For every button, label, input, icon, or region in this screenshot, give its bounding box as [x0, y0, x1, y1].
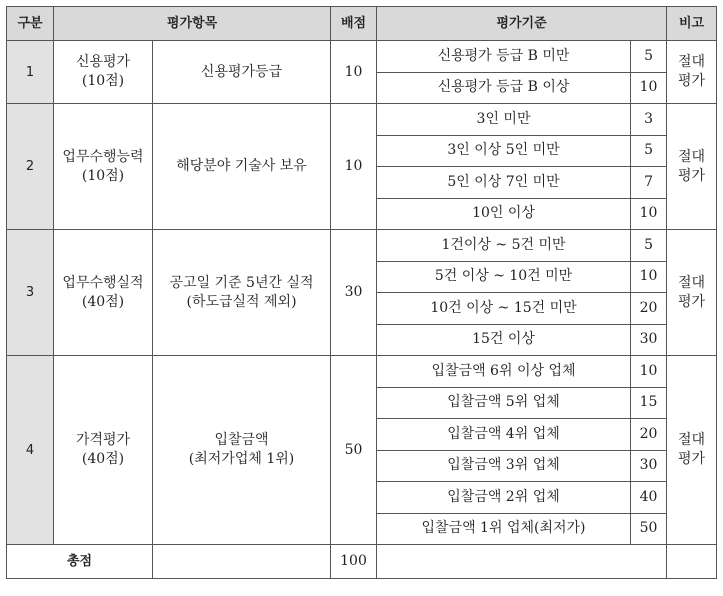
- item-detail-line: 신용평가등급: [200, 63, 283, 80]
- criterion-label: 입찰금액 3위 업체: [377, 450, 631, 482]
- item-title: 업무수행실적: [62, 274, 144, 291]
- item-detail: [153, 356, 331, 545]
- criterion-score: 20: [631, 293, 667, 325]
- criterion-label: 1건이상 ~ 5건 미만: [377, 230, 631, 262]
- item-detail: [153, 104, 331, 230]
- header-item: 평가항목: [54, 7, 331, 41]
- category-number: 4: [7, 356, 54, 545]
- item-weight: (10점): [81, 167, 125, 184]
- header-criteria: 평가기준: [377, 7, 667, 41]
- criterion-label: 3인 미만: [377, 104, 631, 136]
- note-line: 절대: [678, 432, 706, 448]
- category-number: 2: [7, 104, 54, 230]
- total-empty-cell: [667, 545, 717, 579]
- item-detail-line: 입찰금액: [214, 432, 269, 448]
- criterion-score: 7: [631, 167, 667, 199]
- criterion-score: 10: [631, 261, 667, 293]
- criterion-label: 5인 이상 7인 미만: [377, 167, 631, 199]
- item-points: 10: [331, 41, 377, 104]
- evaluation-item: [54, 41, 153, 104]
- criterion-label: 입찰금액 2위 업체: [377, 482, 631, 514]
- criterion-label: 입찰금액 4위 업체: [377, 419, 631, 451]
- criterion-label: 10인 이상: [377, 198, 631, 230]
- criterion-label: 15건 이상: [377, 324, 631, 356]
- note-cell: [667, 41, 717, 104]
- note-cell: [667, 230, 717, 356]
- note-line: 절대: [678, 274, 706, 291]
- criterion-score: 20: [631, 419, 667, 451]
- total-points: 100: [331, 545, 377, 579]
- item-weight: (40점): [81, 293, 125, 310]
- criterion-label: 입찰금액 6위 이상 업체: [377, 356, 631, 388]
- total-empty-cell: [153, 545, 331, 579]
- table-row: [7, 230, 717, 262]
- note-line: 절대: [678, 148, 706, 165]
- criterion-score: 3: [631, 104, 667, 136]
- item-title: 업무수행능력: [62, 148, 144, 165]
- criterion-score: 15: [631, 387, 667, 419]
- evaluation-table: [6, 6, 717, 579]
- evaluation-item: [54, 230, 153, 356]
- criterion-score: 5: [631, 230, 667, 262]
- criterion-label: 입찰금액 5위 업체: [377, 387, 631, 419]
- item-title: 신용평가: [75, 54, 131, 70]
- evaluation-item: [54, 104, 153, 230]
- header-note: 비고: [667, 7, 717, 41]
- category-number: 1: [7, 41, 54, 104]
- item-title: 가격평가: [75, 432, 131, 448]
- note-line: 절대: [678, 54, 706, 70]
- item-detail-line: (하도급실적 제외): [186, 293, 297, 310]
- total-empty-cell: [377, 545, 667, 579]
- note-line: 평가: [678, 451, 706, 467]
- item-detail-line: 해당분야 기술사 보유: [176, 158, 307, 174]
- criterion-label: 신용평가 등급 B 미만: [377, 41, 631, 73]
- criterion-score: 10: [631, 356, 667, 388]
- table-body: [7, 41, 717, 579]
- item-detail-line: (최저가업체 1위): [188, 451, 295, 467]
- item-detail: [153, 41, 331, 104]
- table-row: [7, 356, 717, 388]
- note-line: 평가: [678, 73, 706, 89]
- criterion-score: 5: [631, 135, 667, 167]
- note-cell: [667, 356, 717, 545]
- header-points: 배점: [331, 7, 377, 41]
- note-line: 평가: [678, 167, 706, 184]
- item-points: 10: [331, 104, 377, 230]
- criterion-score: 10: [631, 198, 667, 230]
- total-row: [7, 545, 717, 579]
- note-line: 평가: [678, 293, 706, 310]
- item-points: 30: [331, 230, 377, 356]
- header-row: [7, 7, 717, 41]
- header-category: 구분: [7, 7, 54, 41]
- item-detail-line: 공고일 기준 5년간 실적: [169, 274, 314, 291]
- item-weight: (10점): [81, 73, 125, 89]
- criterion-score: 30: [631, 450, 667, 482]
- note-cell: [667, 104, 717, 230]
- evaluation-item: [54, 356, 153, 545]
- criterion-label: 5건 이상 ~ 10건 미만: [377, 261, 631, 293]
- item-weight: (40점): [81, 451, 125, 467]
- table-row: [7, 104, 717, 136]
- criterion-label: 10건 이상 ~ 15건 미만: [377, 293, 631, 325]
- criterion-score: 10: [631, 72, 667, 104]
- item-detail: [153, 230, 331, 356]
- item-points: 50: [331, 356, 377, 545]
- total-label: 총점: [7, 545, 153, 579]
- criterion-score: 5: [631, 41, 667, 73]
- criterion-score: 40: [631, 482, 667, 514]
- criterion-score: 50: [631, 513, 667, 545]
- criterion-label: 신용평가 등급 B 이상: [377, 72, 631, 104]
- criterion-label: 입찰금액 1위 업체(최저가): [377, 513, 631, 545]
- criterion-score: 30: [631, 324, 667, 356]
- category-number: 3: [7, 230, 54, 356]
- table-row: [7, 41, 717, 73]
- criterion-label: 3인 이상 5인 미만: [377, 135, 631, 167]
